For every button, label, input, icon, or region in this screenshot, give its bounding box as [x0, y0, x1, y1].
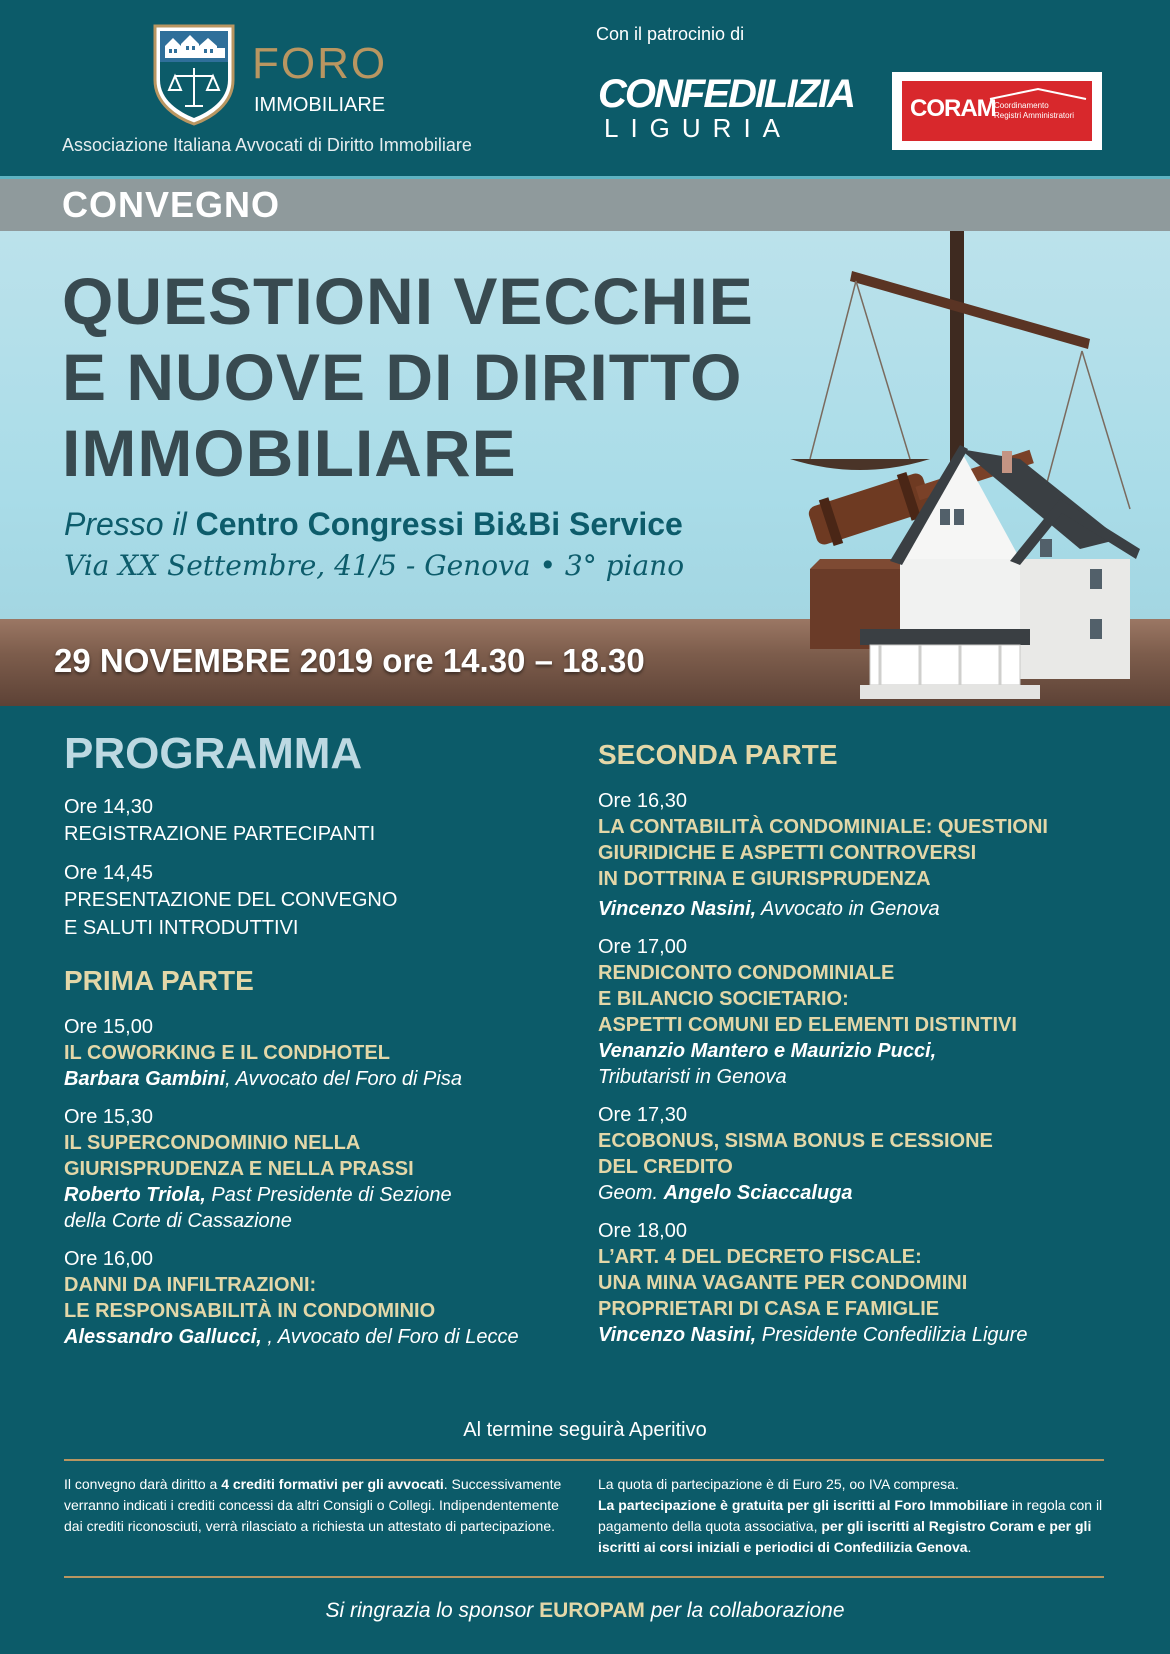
- program-time: Ore 15,00: [64, 1016, 153, 1038]
- confedilizia-liguria-logo: [598, 72, 854, 143]
- note-bold: 4 crediti formativi per gli avvocati: [221, 1476, 444, 1492]
- program-topic: PROPRIETARI DI CASA E FAMIGLIE: [598, 1298, 940, 1320]
- program-item: [64, 794, 584, 848]
- program-topic: DANNI DA INFILTRAZIONI:: [64, 1274, 317, 1296]
- program-text: PRESENTAZIONE DEL CONVEGNO: [64, 889, 398, 911]
- event-date: 29 NOVEMBRE 2019 ore 14.30 – 18.30: [54, 642, 645, 679]
- speaker-role: Geom.: [598, 1182, 664, 1204]
- program-topic: IL COWORKING E IL CONDHOTEL: [64, 1042, 390, 1064]
- sponsor-line: [0, 1597, 1170, 1625]
- speaker-name: Alessandro Gallucci,: [64, 1326, 262, 1348]
- program-topic: ECOBONUS, SISMA BONUS E CESSIONE: [598, 1130, 993, 1152]
- speaker-role: Tributaristi in Genova: [598, 1066, 787, 1088]
- confedilizia-wordmark: CONFEDILIZIA: [598, 72, 854, 116]
- programma-heading: PROGRAMMA: [64, 729, 363, 778]
- speaker-role: Presidente Confedilizia Ligure: [756, 1324, 1028, 1346]
- program-speaker: [598, 1038, 1138, 1064]
- program-time: Ore 15,30: [64, 1106, 153, 1128]
- program-time: Ore 16,00: [64, 1248, 153, 1270]
- coram-logo: [892, 72, 1102, 150]
- speaker-role: , Avvocato del Foro di Lecce: [261, 1326, 519, 1348]
- programma-right-column: [598, 738, 1138, 1360]
- program-topic: GIURIDICHE E ASPETTI CONTROVERSI: [598, 842, 977, 864]
- program-time: Ore 16,30: [598, 790, 687, 812]
- speaker-name: Angelo Sciaccaluga: [663, 1182, 853, 1204]
- program-topic: RENDICONTO CONDOMINIALE: [598, 962, 895, 984]
- brand-foro: FORO: [252, 39, 388, 88]
- program-item: [598, 1218, 1138, 1348]
- seconda-parte-heading: SECONDA PARTE: [598, 739, 838, 770]
- convegno-bar: [0, 179, 1170, 231]
- scales-gavel-house-illustration: [790, 209, 1170, 706]
- note-text: La quota di partecipazione è di Euro 25, oo IVA compresa.: [598, 1476, 959, 1492]
- program-topic: E BILANCIO SOCIETARIO:: [598, 988, 849, 1010]
- speaker-role: Past Presidente di Sezione: [205, 1184, 452, 1206]
- fee-note: [598, 1474, 1103, 1558]
- event-title-line: E NUOVE DI DIRITTO: [62, 340, 743, 414]
- credits-note: [64, 1474, 564, 1537]
- program-speaker: [598, 1322, 1138, 1348]
- program-time: Ore 17,30: [598, 1104, 687, 1126]
- speaker-name: Vincenzo Nasini,: [598, 898, 757, 920]
- hero-banner: [0, 179, 1170, 706]
- program-item: [64, 860, 584, 942]
- coram-subtitle: [994, 101, 1074, 121]
- note-text: .: [967, 1539, 972, 1555]
- program-text: REGISTRAZIONE PARTECIPANTI: [64, 823, 376, 845]
- coram-wordmark: CORAM: [910, 95, 996, 122]
- coram-subtitle-line: Coordinamento: [994, 101, 1049, 110]
- program-item: [64, 1246, 584, 1350]
- speaker-role: Avvocato in Genova: [756, 898, 940, 920]
- note-text: in regola con il pagamento della quota associativa,: [598, 1497, 1103, 1534]
- speaker-name: Barbara Gambini: [64, 1068, 226, 1090]
- programma-left-column: [64, 728, 584, 1362]
- program-speaker: [598, 1064, 1138, 1090]
- program-topic: ASPETTI COMUNI ED ELEMENTI DISTINTIVI: [598, 1014, 1017, 1036]
- program-item: [598, 934, 1138, 1090]
- aperitivo-note: Al termine seguirà Aperitivo: [463, 1419, 707, 1441]
- program-topic: UNA MINA VAGANTE PER CONDOMINI: [598, 1272, 968, 1294]
- program-speaker: [64, 1182, 584, 1208]
- program-topic: LE RESPONSABILITÀ IN CONDOMINIO: [64, 1300, 436, 1322]
- foro-immobiliare-shield-logo: [151, 22, 237, 126]
- program-speaker: [598, 1180, 1138, 1206]
- sponsor-text: Si ringrazia lo sponsor: [325, 1599, 540, 1622]
- liguria-wordmark: LIGURIA: [604, 113, 793, 143]
- prima-parte-heading: PRIMA PARTE: [64, 965, 254, 996]
- speaker-name: Vincenzo Nasini,: [598, 1324, 757, 1346]
- program-topic: DEL CREDITO: [598, 1156, 733, 1178]
- program-time: Ore 14,30: [64, 796, 153, 818]
- note-bold: per gli iscritti al Registro Coram e per gli iscritti ai corsi iniziali e periodici di Confedilizia Genova: [598, 1518, 1092, 1555]
- program-topic: L’ART. 4 DEL DECRETO FISCALE:: [598, 1246, 922, 1268]
- venue-line: [64, 505, 683, 543]
- venue-prefix: Presso il: [64, 506, 187, 542]
- program-speaker: [64, 1324, 584, 1350]
- program-topic: GIURISPRUDENZA E NELLA PRASSI: [64, 1158, 414, 1180]
- patrocinio-label: Con il patrocinio di: [596, 24, 745, 44]
- program-topic: LA CONTABILITÀ CONDOMINIALE: QUESTIONI: [598, 816, 1048, 838]
- program-speaker: [64, 1208, 584, 1234]
- speaker-role: della Corte di Cassazione: [64, 1210, 292, 1232]
- divider: [64, 1459, 1104, 1461]
- program-time: Ore 14,45: [64, 862, 153, 884]
- program-item: [64, 1104, 584, 1234]
- event-title: [62, 263, 822, 491]
- program-item: [598, 788, 1138, 922]
- coram-subtitle-line: Registri Amministratori: [994, 111, 1075, 120]
- note-bold: La partecipazione è gratuita per gli iscritti al Foro Immobiliare: [598, 1497, 1008, 1513]
- speaker-name: Roberto Triola,: [64, 1184, 206, 1206]
- program-topic: IN DOTTRINA E GIURISPRUDENZA: [598, 868, 931, 890]
- coram-logo-panel: [902, 81, 1092, 141]
- program-speaker: [598, 896, 1138, 922]
- program-text: E SALUTI INTRODUTTIVI: [64, 917, 299, 939]
- sponsor-text: per la collaborazione: [644, 1599, 845, 1622]
- venue-name: Centro Congressi Bi&Bi Service: [195, 506, 683, 542]
- event-title-line: IMMOBILIARE: [62, 416, 517, 490]
- divider: [64, 1576, 1104, 1578]
- brand-immobiliare: IMMOBILIARE: [254, 94, 386, 116]
- program-speaker: [64, 1066, 584, 1092]
- speaker-name: Venanzio Mantero e Maurizio Pucci,: [598, 1040, 937, 1062]
- program-item: [598, 1102, 1138, 1206]
- association-name: Associazione Italiana Avvocati di Diritto Immobiliare: [62, 135, 472, 155]
- note-text: . Successivamente verranno indicati i crediti concessi da altri Consigli o Collegi. Indipendentemente dai crediti riconosciuti, verrà rilasciato a richiesta un attestato di partecipazione.: [64, 1476, 562, 1534]
- program-item: [64, 1014, 584, 1092]
- convegno-label: CONVEGNO: [62, 184, 281, 225]
- note-text: Il convegno darà diritto a: [64, 1476, 222, 1492]
- sponsor-name: EUROPAM: [539, 1599, 645, 1622]
- roof-icon: [988, 87, 1088, 101]
- event-title-line: QUESTIONI VECCHIE: [62, 264, 754, 338]
- speaker-role: , Avvocato del Foro di Pisa: [225, 1068, 462, 1090]
- program-time: Ore 17,00: [598, 936, 687, 958]
- program-topic: IL SUPERCONDOMINIO NELLA: [64, 1132, 361, 1154]
- venue-address: Via XX Settembre, 41/5 - Genova • 3° piano: [64, 549, 685, 582]
- program-time: Ore 18,00: [598, 1220, 687, 1242]
